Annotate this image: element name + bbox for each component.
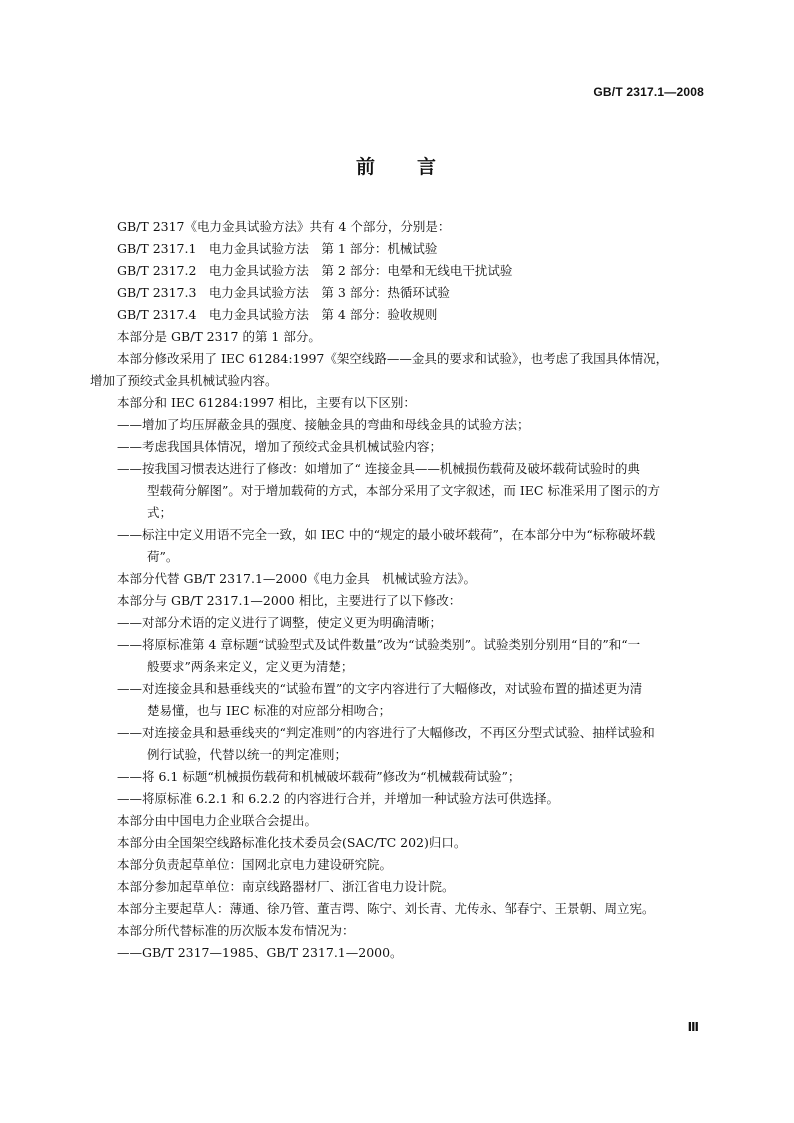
- list-item: ——将原标准第 4 章标题“试验型式及试件数量”改为“试验类别”。试验类别分别用“目的”和“一: [117, 637, 641, 652]
- paragraph-line: 本部分是 GB/T 2317 的第 1 部分。: [117, 329, 321, 344]
- paragraph-line: 本部分代替 GB/T 2317.1—2000《电力金具 机械试验方法》。: [117, 571, 476, 586]
- list-item: ——对部分术语的定义进行了调整，使定义更为明确清晰；: [117, 615, 443, 630]
- list-item: ——GB/T 2317—1985、GB/T 2317.1—2000。: [117, 945, 403, 960]
- page-number: Ⅲ: [687, 1020, 699, 1034]
- list-item-continuation: 般要求”两条来定义，定义更为清楚；: [147, 659, 354, 674]
- paragraph-line: 本部分和 IEC 61284:1997 相比，主要有以下区别：: [117, 395, 416, 410]
- paragraph-line: GB/T 2317.2 电力金具试验方法 第 2 部分：电晕和无线电干扰试验: [117, 263, 513, 278]
- list-item-continuation: 式；: [147, 505, 173, 520]
- paragraph-line: 本部分修改采用了 IEC 61284:1997《架空线路——金具的要求和试验》，也考虑了我国具体情况，: [117, 351, 669, 366]
- list-item: ——增加了均压屏蔽金具的强度、接触金具的弯曲和母线金具的试验方法；: [117, 417, 530, 432]
- paragraph-line: GB/T 2317.3 电力金具试验方法 第 3 部分：热循环试验: [117, 285, 450, 300]
- list-item: ——按我国习惯表达进行了修改：如增加了“ 连接金具——机械损伤载荷及破坏载荷试验时的典: [117, 461, 640, 476]
- list-item: ——标注中定义用语不完全一致，如 IEC 中的“规定的最小破坏载荷”，在本部分中为“标称破坏载: [117, 527, 656, 542]
- paragraph-line: 本部分所代替标准的历次版本发布情况为：: [117, 923, 355, 938]
- list-item: ——对连接金具和悬垂线夹的“试验布置”的文字内容进行了大幅修改，对试验布置的描述更为清: [117, 681, 643, 696]
- paragraph-line: GB/T 2317.1 电力金具试验方法 第 1 部分：机械试验: [117, 241, 438, 256]
- paragraph-line: 本部分参加起草单位：南京线路器材厂、浙江省电力设计院。: [117, 879, 455, 894]
- standard-number: GB/T 2317.1—2008: [593, 85, 704, 99]
- paragraph-line: 本部分负责起草单位：国网北京电力建设研究院。: [117, 857, 393, 872]
- paragraph-line: 增加了预绞式金具机械试验内容。: [90, 373, 278, 388]
- list-item-continuation: 荷”。: [147, 549, 179, 564]
- paragraph-line: 本部分主要起草人：薄通、徐乃管、董吉谔、陈宁、刘长青、尤传永、邹春宁、王景朝、周立宪。: [117, 901, 655, 916]
- list-item: ——对连接金具和悬垂线夹的“判定准则”的内容进行了大幅修改，不再区分型式试验、抽样试验和: [117, 725, 655, 740]
- title-char-1: 前: [355, 156, 377, 178]
- paragraph-line: 本部分由中国电力企业联合会提出。: [117, 813, 318, 828]
- list-item-continuation: 型载荷分解图”。对于增加载荷的方式，本部分采用了文字叙述，而 IEC 标准采用了图示的方: [147, 483, 660, 498]
- foreword-body: [90, 216, 710, 964]
- paragraph-line: GB/T 2317《电力金具试验方法》共有 4 个部分，分别是：: [117, 219, 451, 234]
- list-item: ——考虑我国具体情况，增加了预绞式金具机械试验内容；: [117, 439, 443, 454]
- list-item: ——将原标准 6.2.1 和 6.2.2 的内容进行合并，并增加一种试验方法可供选择。: [117, 791, 560, 806]
- title-char-2: 言: [417, 156, 439, 178]
- list-item: ——将 6.1 标题“机械损伤载荷和机械破坏载荷”修改为“机械载荷试验”；: [117, 769, 521, 784]
- page-title: [0, 152, 794, 179]
- paragraph-line: 本部分由全国架空线路标准化技术委员会(SAC/TC 202)归口。: [117, 835, 467, 850]
- paragraph-line: GB/T 2317.4 电力金具试验方法 第 4 部分：验收规则: [117, 307, 438, 322]
- list-item-continuation: 例行试验，代替以统一的判定准则；: [147, 747, 348, 762]
- list-item-continuation: 楚易懂，也与 IEC 标准的对应部分相吻合；: [147, 703, 392, 718]
- paragraph-line: 本部分与 GB/T 2317.1—2000 相比，主要进行了以下修改：: [117, 593, 462, 608]
